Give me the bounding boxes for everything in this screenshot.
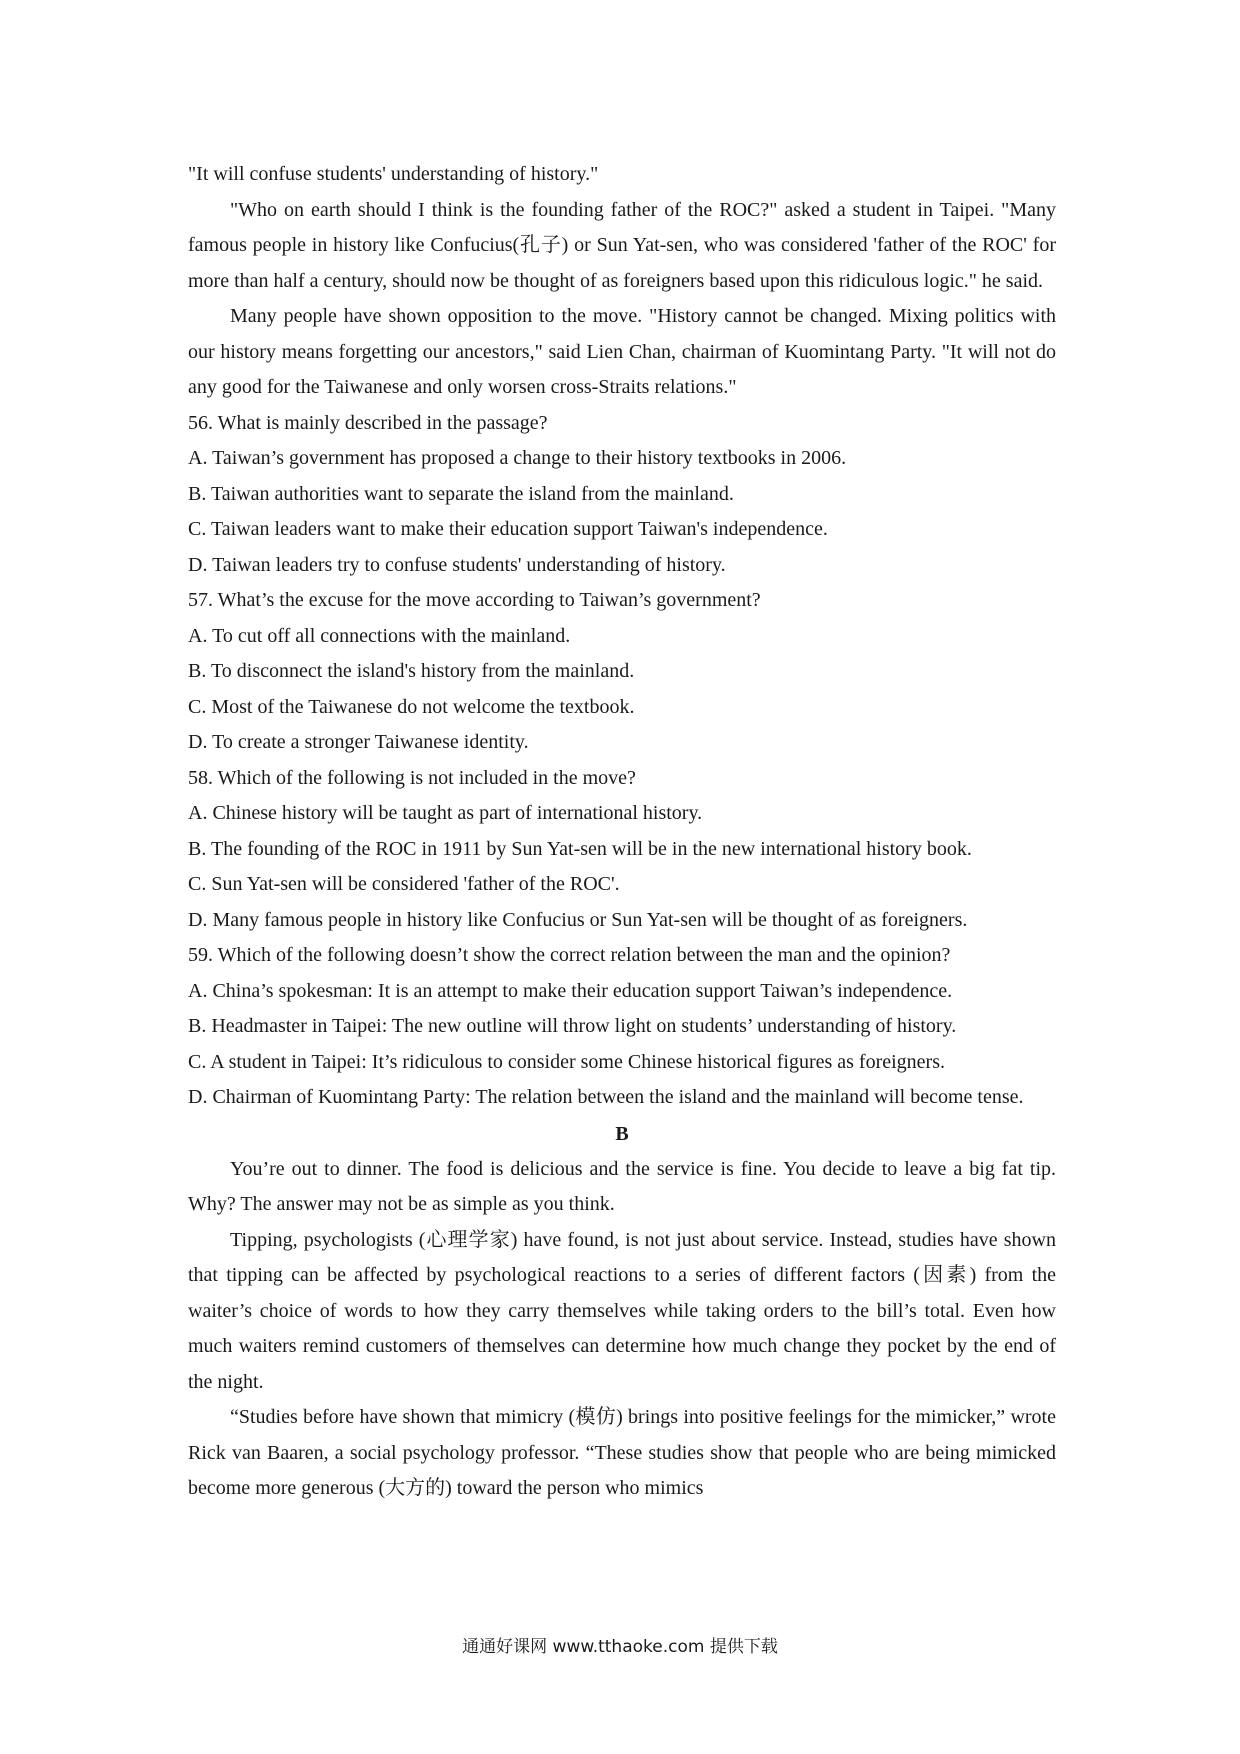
- question-56: [188, 406, 1056, 584]
- passage-b-paragraph: “Studies before have shown that mimicry (模仿) brings into positive feelings for the mimicker,” wrote Rick van Baaren, a social psychology professor. “These studies show that people who are being mimicked become more generous (大方的) toward the person who mimics: [188, 1406, 1056, 1499]
- answer-option: C. A student in Taipei: It’s ridiculous to consider some Chinese historical figures as foreigners.: [188, 1050, 945, 1073]
- passage-a-paragraph: "It will confuse students' understanding of history.": [188, 163, 599, 185]
- answer-option: A. Taiwan’s government has proposed a change to their history textbooks in 2006.: [188, 447, 847, 469]
- question-stem: 58. Which of the following is not included in the move?: [188, 766, 636, 789]
- answer-option: D. Chairman of Kuomintang Party: The relation between the island and the mainland will become tense.: [188, 1086, 1024, 1108]
- section-heading: B: [615, 1122, 629, 1145]
- passage-a-paragraph: "Who on earth should I think is the founding father of the ROC?" asked a student in Taipei. "Many famous people in history like Confucius(孔子) or Sun Yat-sen, who was considered 'father of the ROC' for more than half a century, should now be thought of as foreigners based upon this ridiculous logic." he said.: [188, 198, 1056, 292]
- page-footer: 通通好课网 www.tthaoke.com 提供下载: [462, 1637, 778, 1657]
- answer-option: C. Taiwan leaders want to make their education support Taiwan's independence.: [188, 518, 828, 540]
- answer-option: D. Many famous people in history like Confucius or Sun Yat-sen will be thought of as foreigners.: [188, 908, 968, 931]
- answer-option: C. Sun Yat-sen will be considered 'father of the ROC'.: [188, 873, 620, 895]
- answer-option: B. Taiwan authorities want to separate the island from the mainland.: [188, 482, 734, 505]
- answer-option: C. Most of the Taiwanese do not welcome the textbook.: [188, 695, 635, 718]
- answer-option: B. To disconnect the island's history from the mainland.: [188, 660, 635, 682]
- answer-option: D. Taiwan leaders try to confuse students' understanding of history.: [188, 553, 726, 576]
- question-stem: 57. What’s the excuse for the move according to Taiwan’s government?: [188, 589, 761, 611]
- answer-option: A. Chinese history will be taught as part of international history.: [188, 802, 703, 824]
- passage-a-paragraph: Many people have shown opposition to the move. "History cannot be changed. Mixing politics with our history means forgetting our ancestors," said Lien Chan, chairman of Kuomintang Party. "It will not do any good for the Taiwanese and only worsen cross-Straits relations.": [188, 305, 1056, 398]
- answer-option: B. Headmaster in Taipei: The new outline will throw light on students’ understanding of history.: [188, 1015, 957, 1037]
- answer-option: D. To create a stronger Taiwanese identity.: [188, 731, 529, 753]
- document-page: [188, 157, 1056, 1507]
- answer-option: A. China’s spokesman: It is an attempt to make their education support Taiwan’s independence.: [188, 979, 953, 1002]
- question-stem: 56. What is mainly described in the passage?: [188, 411, 548, 434]
- question-58: [188, 761, 1056, 939]
- question-59: [188, 938, 1056, 1116]
- question-57: [188, 583, 1056, 761]
- passage-b-paragraph: Tipping, psychologists (心理学家) have found, is not just about service. Instead, studies have shown that tipping can be affected by psychological reactions to a series of different factors (因素) from the waiter’s choice of words to how they carry themselves while taking orders to the bill’s total. Even how much waiters remind customers of themselves can determine how much change they pocket by the end of the night.: [188, 1228, 1056, 1393]
- answer-option: B. The founding of the ROC in 1911 by Sun Yat-sen will be in the new international history book.: [188, 837, 972, 860]
- question-stem: 59. Which of the following doesn’t show the correct relation between the man and the opinion?: [188, 944, 951, 966]
- passage-b-paragraph: You’re out to dinner. The food is delicious and the service is fine. You decide to leave a big fat tip. Why? The answer may not be as simple as you think.: [188, 1157, 1056, 1215]
- answer-option: A. To cut off all connections with the mainland.: [188, 624, 571, 647]
